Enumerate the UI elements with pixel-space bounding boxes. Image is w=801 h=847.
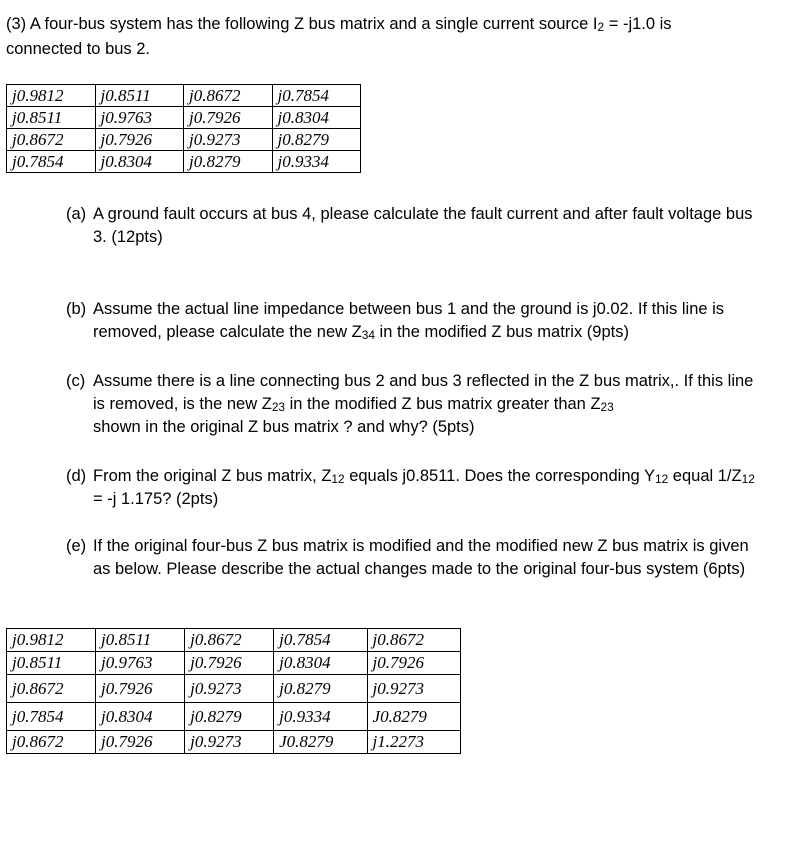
matrix-cell: j0.8672	[7, 129, 96, 151]
subscript: 34	[361, 328, 375, 343]
matrix-row	[7, 731, 461, 754]
text-segment: Assume the actual line impedance between bus 1 and the ground is j0.02. If this line is removed, please calculate the new Z	[93, 300, 725, 341]
matrix-cell: j0.8304	[274, 652, 367, 675]
intro-text: (3) A four-bus system has the following Z bus matrix and a single current source I	[6, 15, 598, 33]
matrix-cell: j0.7926	[367, 652, 460, 675]
matrix-cell: j0.9763	[96, 652, 185, 675]
text-segment: From the original Z bus matrix, Z	[93, 467, 332, 485]
matrix-cell: j0.8511	[7, 107, 96, 129]
question-text	[93, 465, 766, 511]
matrix-cell: j0.9334	[272, 151, 361, 173]
matrix-cell: j0.9273	[185, 731, 274, 754]
question-label: (d)	[66, 467, 87, 485]
matrix-cell: j0.8672	[7, 675, 96, 703]
question-e	[66, 535, 766, 581]
question-text: If the original four-bus Z bus matrix is modified and the modified new Z bus matrix is given as below. Please describe the actual changes made to the original four-bus system (6pts)	[93, 537, 749, 578]
matrix-cell: j0.8672	[184, 85, 273, 107]
matrix-cell: j0.8511	[7, 652, 96, 675]
matrix-cell: J0.8279	[274, 731, 367, 754]
question-a	[66, 203, 766, 249]
matrix-cell: j0.9812	[7, 629, 96, 652]
matrix-cell: j0.9273	[184, 129, 273, 151]
matrix-cell: j0.7854	[7, 151, 96, 173]
z-bus-matrix-modified	[6, 628, 461, 754]
text-segment: equals j0.8511. Does the corresponding Y	[344, 467, 655, 485]
matrix-cell: j0.7926	[96, 675, 185, 703]
question-d	[66, 465, 766, 511]
intro-text-line2: connected to bus 2.	[6, 40, 151, 58]
matrix-row	[7, 129, 361, 151]
matrix-cell: j0.7926	[184, 107, 273, 129]
intro-text-end: = -j1.0 is	[604, 15, 672, 33]
matrix-cell: j0.7854	[7, 703, 96, 731]
text-segment: in the modified Z bus matrix (9pts)	[374, 323, 629, 341]
matrix-row	[7, 107, 361, 129]
matrix-cell: j0.9763	[95, 107, 184, 129]
matrix-cell: j0.7926	[96, 731, 185, 754]
question-label: (a)	[66, 205, 87, 223]
matrix-cell: j0.8304	[95, 151, 184, 173]
question-label: (e)	[66, 537, 87, 555]
question-label: (b)	[66, 300, 87, 318]
text-segment: equal 1/Z	[668, 467, 742, 485]
question-c	[66, 370, 766, 439]
text-segment: = -j 1.175? (2pts)	[93, 490, 219, 508]
question-text	[93, 298, 766, 344]
matrix-cell: j1.2273	[367, 731, 460, 754]
matrix-cell: j0.8672	[7, 731, 96, 754]
problem-statement	[6, 12, 786, 62]
matrix-row	[7, 675, 461, 703]
matrix-cell: j0.8279	[274, 675, 367, 703]
text-segment: Assume there is a line connecting bus 2 and bus 3 reflected in the Z bus matrix,. If this line is removed, is the new Z	[93, 372, 754, 413]
matrix-cell: j0.8511	[95, 85, 184, 107]
subscript: 12	[654, 472, 669, 487]
matrix-cell: J0.8279	[367, 703, 460, 731]
z-bus-matrix-original	[6, 84, 361, 173]
question-b	[66, 298, 766, 344]
intro-subscript: 2	[597, 20, 605, 35]
matrix-cell: j0.7926	[185, 652, 274, 675]
text-segment: in the modified Z bus matrix greater than Z	[285, 395, 601, 413]
matrix-row	[7, 703, 461, 731]
matrix-cell: j0.7926	[95, 129, 184, 151]
matrix-cell: j0.7854	[274, 629, 367, 652]
matrix-cell: j0.8279	[272, 129, 361, 151]
subscript: 12	[741, 472, 755, 487]
matrix-row	[7, 151, 361, 173]
matrix-cell: j0.7854	[272, 85, 361, 107]
matrix-cell: j0.8279	[185, 703, 274, 731]
matrix-cell: j0.8304	[272, 107, 361, 129]
matrix-cell: j0.9812	[7, 85, 96, 107]
matrix-cell: j0.8304	[96, 703, 185, 731]
matrix-cell: j0.8511	[96, 629, 185, 652]
matrix-cell: j0.9273	[185, 675, 274, 703]
matrix-row	[7, 652, 461, 675]
question-label: (c)	[66, 372, 86, 390]
matrix-cell: j0.8279	[184, 151, 273, 173]
matrix-row	[7, 629, 461, 652]
subscript: 23	[600, 400, 614, 415]
matrix-cell: j0.9334	[274, 703, 367, 731]
subscript: 23	[271, 400, 286, 415]
matrix-row	[7, 85, 361, 107]
text-segment: shown in the original Z bus matrix ? and why? (5pts)	[93, 418, 475, 436]
matrix-cell: j0.8672	[367, 629, 460, 652]
matrix-cell: j0.9273	[367, 675, 460, 703]
question-text	[93, 370, 766, 439]
matrix-cell: j0.8672	[185, 629, 274, 652]
question-text: A ground fault occurs at bus 4, please calculate the fault current and after fault voltage bus 3. (12pts)	[93, 205, 753, 246]
subscript: 12	[331, 472, 345, 487]
